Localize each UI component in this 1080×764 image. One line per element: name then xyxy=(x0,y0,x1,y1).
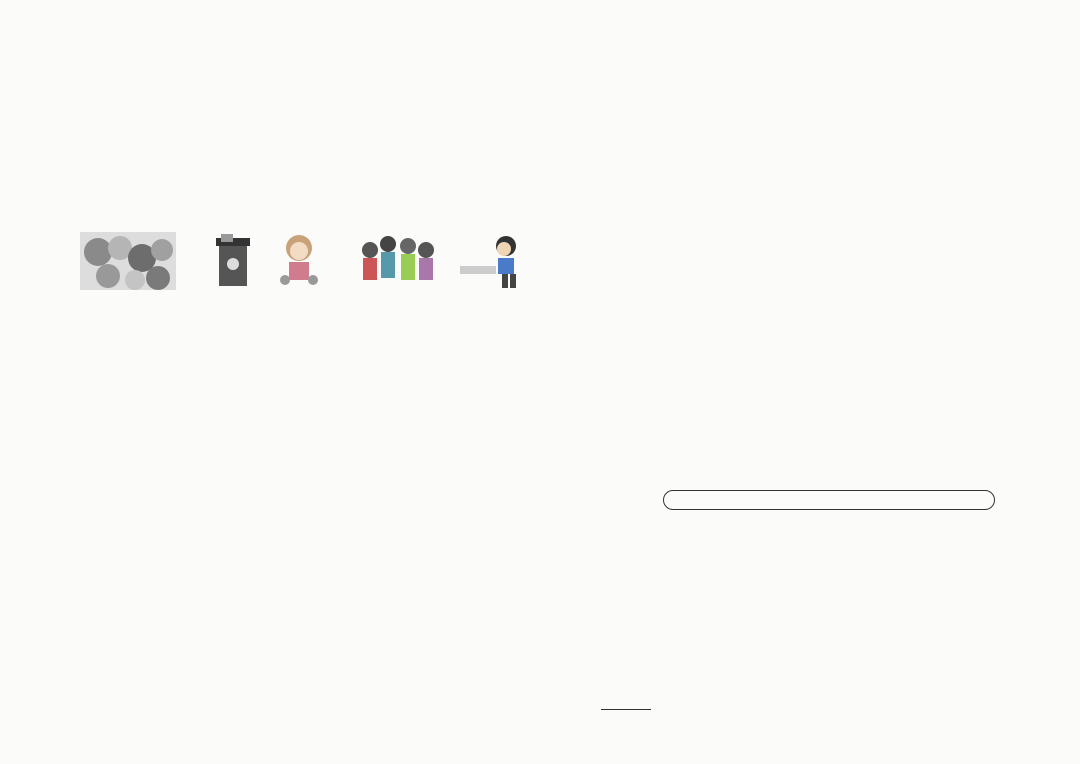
boy-washing-picture xyxy=(458,232,530,290)
children-group-picture xyxy=(358,232,438,290)
right-column xyxy=(585,0,1055,764)
left-column xyxy=(60,0,530,764)
girl-picture xyxy=(275,232,323,290)
dialogue-line-a xyxy=(601,699,651,714)
word-box xyxy=(663,490,995,510)
answer-blank[interactable] xyxy=(601,699,651,710)
recycling-bin-picture xyxy=(212,232,254,290)
fruit-picture xyxy=(80,232,176,290)
